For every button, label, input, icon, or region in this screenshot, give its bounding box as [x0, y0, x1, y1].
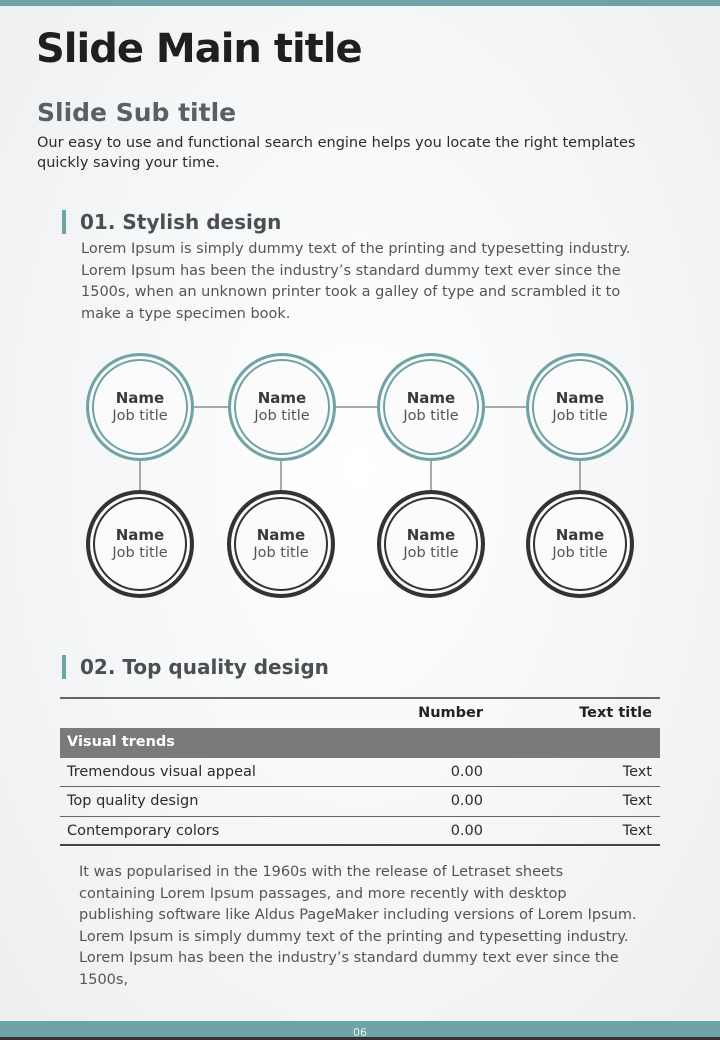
data-table [60, 697, 660, 846]
intro-text: Our easy to use and functional search engine helps you locate the right templates quickly saving your time. [37, 135, 636, 171]
table-cell-label: Contemporary colors [67, 822, 220, 839]
node-job-title: Job title [552, 408, 608, 424]
node-name: Name [406, 389, 456, 407]
table-cell-text: Text [622, 793, 652, 809]
page-number: 06 [353, 1026, 367, 1039]
table-cell-label: Tremendous visual appeal [67, 763, 256, 780]
node-job-title: Job title [112, 545, 168, 561]
node-job-title: Job title [254, 408, 310, 424]
table-row [60, 787, 660, 817]
top-accent-bar [0, 0, 720, 6]
table-cell-text: Text [622, 763, 652, 780]
org-node-bottom-1 [86, 490, 194, 598]
node-name: Name [115, 526, 165, 544]
node-job-title: Job title [112, 408, 168, 424]
section1-body-text: Lorem Ipsum is simply dummy text of the printing and typesetting industry. Lorem Ipsum has been the industry’s standard dummy text ever since the 1500s, when an unknown printer took a galley of type and scrambled it to make a type specimen book. [81, 241, 631, 322]
node-name: Name [257, 389, 307, 407]
org-node-top-2 [228, 353, 336, 461]
table-row [60, 758, 660, 788]
closing-text: It was popularised in the 1960s with the release of Letraset sheets containing Lorem Ipsum passages, and more recently with desktop publishing software like Aldus PageMaker including versions of Lorem Ipsum. Lorem Ipsum is simply dummy text of the printing and typesetting industry. Lorem Ipsum has been the industry’s standard dummy text ever since the 1500s, [79, 864, 637, 988]
section-heading-top-quality-design: 02. Top quality design [62, 655, 329, 679]
org-node-bottom-3 [377, 490, 485, 598]
node-job-title: Job title [552, 545, 608, 561]
org-node-top-1 [86, 353, 194, 461]
org-chart [0, 340, 720, 610]
org-node-top-4 [526, 353, 634, 461]
page-title: Slide Main title [36, 26, 362, 72]
node-job-title: Job title [403, 408, 459, 424]
node-job-title: Job title [403, 545, 459, 561]
table-row [60, 817, 660, 847]
table-group-label: Visual trends [67, 734, 175, 750]
section-heading-stylish-design: 01. Stylish design [62, 210, 281, 234]
table-cell-label: Top quality design [67, 793, 199, 809]
node-name: Name [115, 389, 165, 407]
table-cell-number: 0.00 [450, 822, 483, 839]
table-header-text-title: Text title [579, 705, 652, 721]
table-cell-text: Text [622, 822, 652, 839]
node-name: Name [555, 389, 605, 407]
footer-bar [0, 1021, 720, 1040]
node-job-title: Job title [253, 545, 309, 561]
org-node-top-3 [377, 353, 485, 461]
org-node-bottom-4 [526, 490, 634, 598]
table-cell-number: 0.00 [450, 793, 483, 809]
node-name: Name [406, 526, 456, 544]
table-header-row [60, 699, 660, 728]
table-header-number: Number [418, 705, 483, 721]
table-cell-number: 0.00 [450, 763, 483, 780]
node-name: Name [256, 526, 306, 544]
node-name: Name [555, 526, 605, 544]
org-node-bottom-2 [227, 490, 335, 598]
table-group-row [60, 728, 660, 758]
page-subtitle: Slide Sub title [37, 98, 237, 127]
